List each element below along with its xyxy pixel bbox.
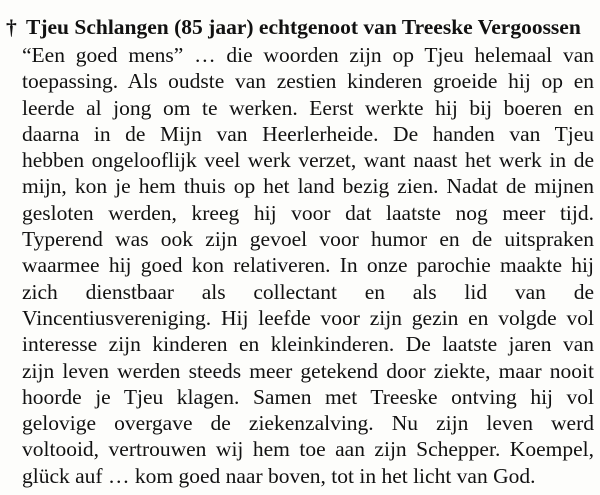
text-line: daarna in de Mijn van Heerlerheide. De handen van Tjeu [22, 121, 594, 146]
text-line: “Een goed mens” … die woorden zijn op Tjeu helemaal van [22, 43, 594, 67]
text-line: Vincentiusvereniging. Hij leefde voor zijn gezin en volgde vol [22, 305, 594, 330]
obituary-heading [6, 14, 596, 41]
obituary-text [22, 42, 594, 489]
cross-icon: † [6, 15, 17, 39]
text-line: zich dienstbaar als collectant en als lid van de [22, 279, 594, 304]
text-line: voltooid, vertrouwen wij hem toe aan zijn Schepper. Koempel, [22, 437, 594, 462]
text-line: glück auf … kom goed naar boven, tot in het licht van God. [22, 463, 536, 488]
text-line: gelovige overgave de ziekenzalving. Nu zijn leven werd [22, 411, 594, 436]
text-line: interesse zijn kinderen en kleinkinderen. De laatste jaren van [22, 332, 594, 357]
text-line: hebben ongelooflijk veel werk verzet, want naast het werk in de [22, 148, 594, 173]
text-line: Typerend was ook zijn gevoel voor humor en de uitspraken [22, 227, 594, 252]
text-line: gesloten werden, kreeg hij voor dat laatste nog meer tijd. [22, 200, 594, 225]
obituary-title: Tjeu Schlangen (85 jaar) echtgenoot van Treeske Vergoossen [26, 15, 581, 39]
text-line: waarmee hij goed kon relativeren. In onze parochie maakte hij [22, 253, 594, 278]
text-line: leerde al jong om te werken. Eerst werkte hij bij boeren en [22, 95, 594, 120]
text-line: mijn, kon je hem thuis op het land bezig zien. Nadat de mijnen [22, 174, 594, 199]
text-line: toepassing. Als oudste van zestien kinderen groeide hij op en [22, 69, 594, 94]
text-line: zijn leven werden steeds meer getekend door ziekte, maar nooit [22, 358, 594, 383]
text-line: hoorde je Tjeu klagen. Samen met Treeske ontving hij vol [22, 384, 594, 409]
